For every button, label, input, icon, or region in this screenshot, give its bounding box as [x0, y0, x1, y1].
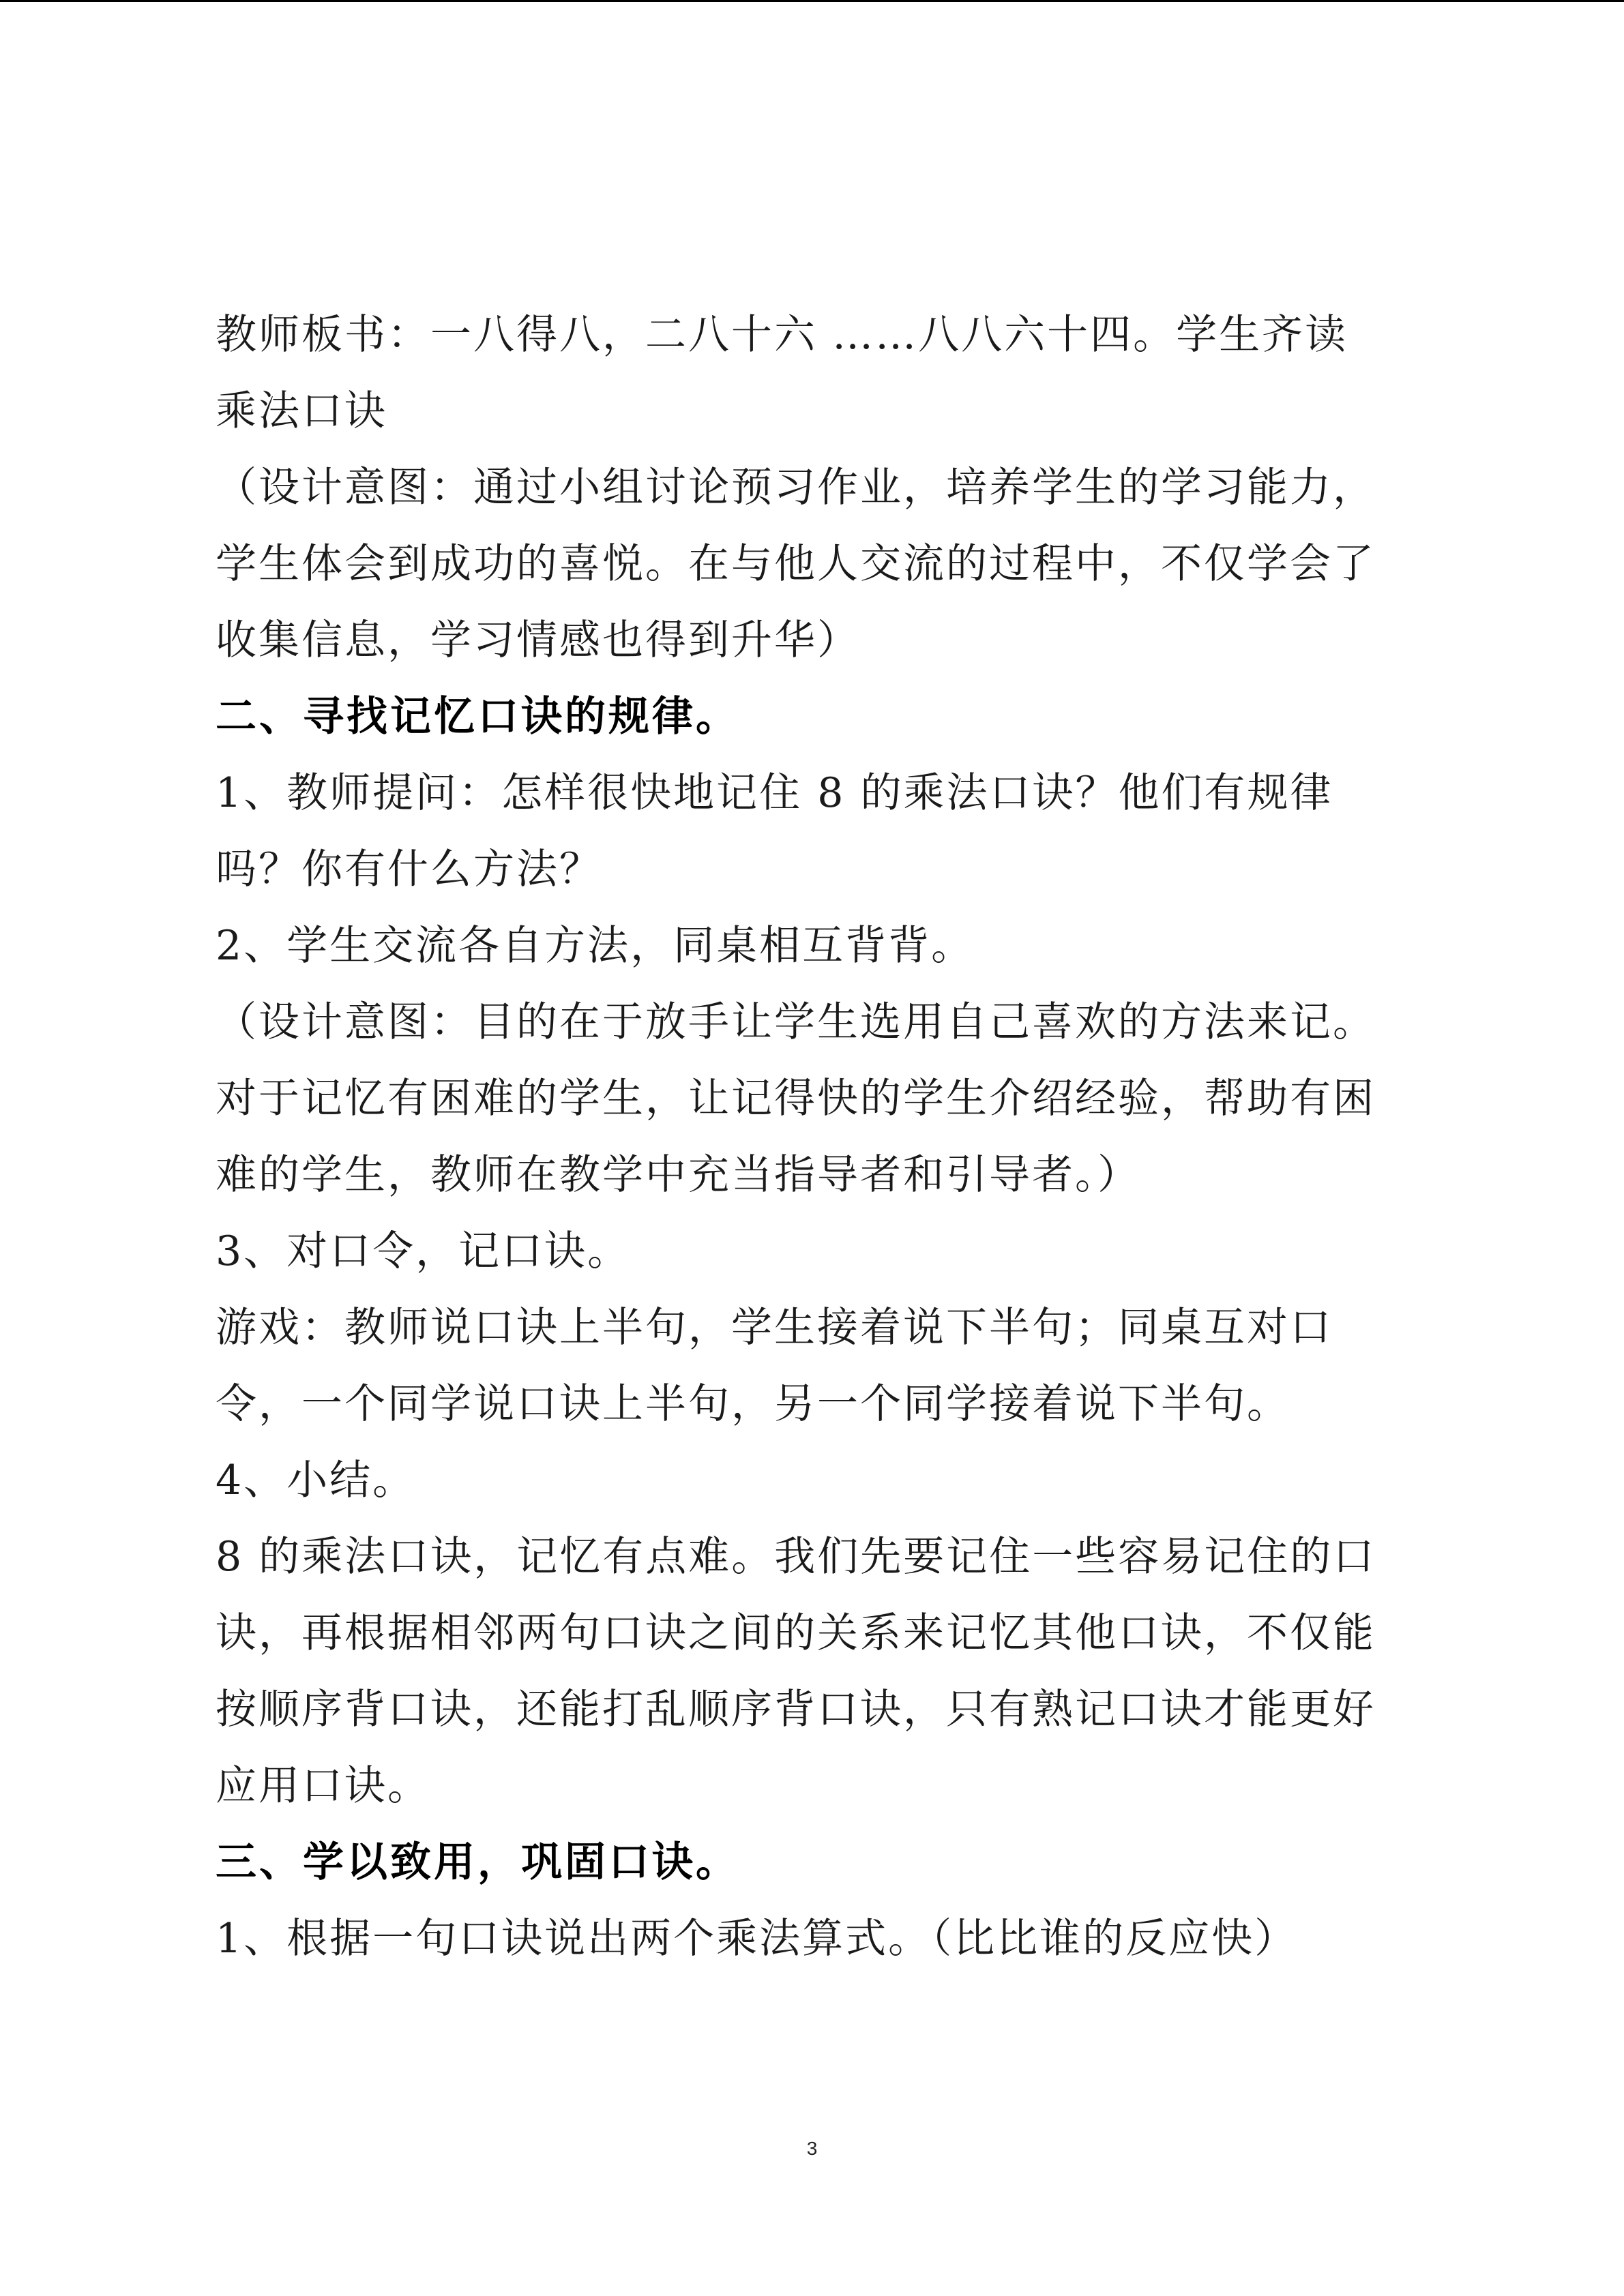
text-line: 1、教师提问：怎样很快地记住 8 的乘法口诀？他们有规律 [216, 769, 1333, 817]
text-line: 学生体会到成功的喜悦。在与他人交流的过程中，不仅学会了 [216, 540, 1376, 588]
text-line: 4、小结。 [216, 1457, 416, 1504]
text-line: 令，一个同学说口诀上半句，另一个同学接着说下半句。 [216, 1380, 1290, 1428]
text-line: （设计意图：目的在于放手让学生选用自己喜欢的方法来记。 [216, 998, 1376, 1046]
text-line: 游戏：教师说口诀上半句，学生接着说下半句；同桌互对口 [216, 1304, 1333, 1352]
text-line: 难的学生，教师在教学中充当指导者和引导者。） [216, 1151, 1140, 1199]
text-line: 乘法口诀 [216, 387, 387, 435]
text-line: 应用口诀。 [216, 1762, 430, 1810]
text-line: 2、学生交流各自方法，同桌相互背背。 [216, 922, 975, 970]
document-body [216, 297, 1416, 1977]
section-heading: 二、寻找记忆口诀的规律。 [216, 693, 739, 741]
text-line: 对于记忆有困难的学生，让记得快的学生介绍经验，帮助有困 [216, 1075, 1376, 1122]
text-line: 8 的乘法口诀，记忆有点难。我们先要记住一些容易记住的口 [216, 1533, 1376, 1581]
text-line: 收集信息，学习情感也得到升华） [216, 616, 860, 664]
text-line: 1、根据一句口诀说出两个乘法算式。（比比谁的反应快） [216, 1915, 1298, 1963]
text-line: 按顺序背口诀，还能打乱顺序背口诀，只有熟记口诀才能更好 [216, 1686, 1376, 1733]
text-line: 教师板书：一八得八，二八十六 ……八八六十四。学生齐读 [216, 311, 1348, 359]
page-number: 3 [806, 2138, 818, 2159]
text-line: 3、对口令，记口诀。 [216, 1227, 631, 1275]
text-line: 诀，再根据相邻两句口诀之间的关系来记忆其他口诀，不仅能 [216, 1609, 1376, 1657]
text-line: 吗？你有什么方法？ [216, 846, 602, 893]
text-line: （设计意图：通过小组讨论预习作业，培养学生的学习能力， [216, 464, 1376, 511]
section-heading: 三、学以致用，巩固口诀。 [216, 1838, 739, 1886]
